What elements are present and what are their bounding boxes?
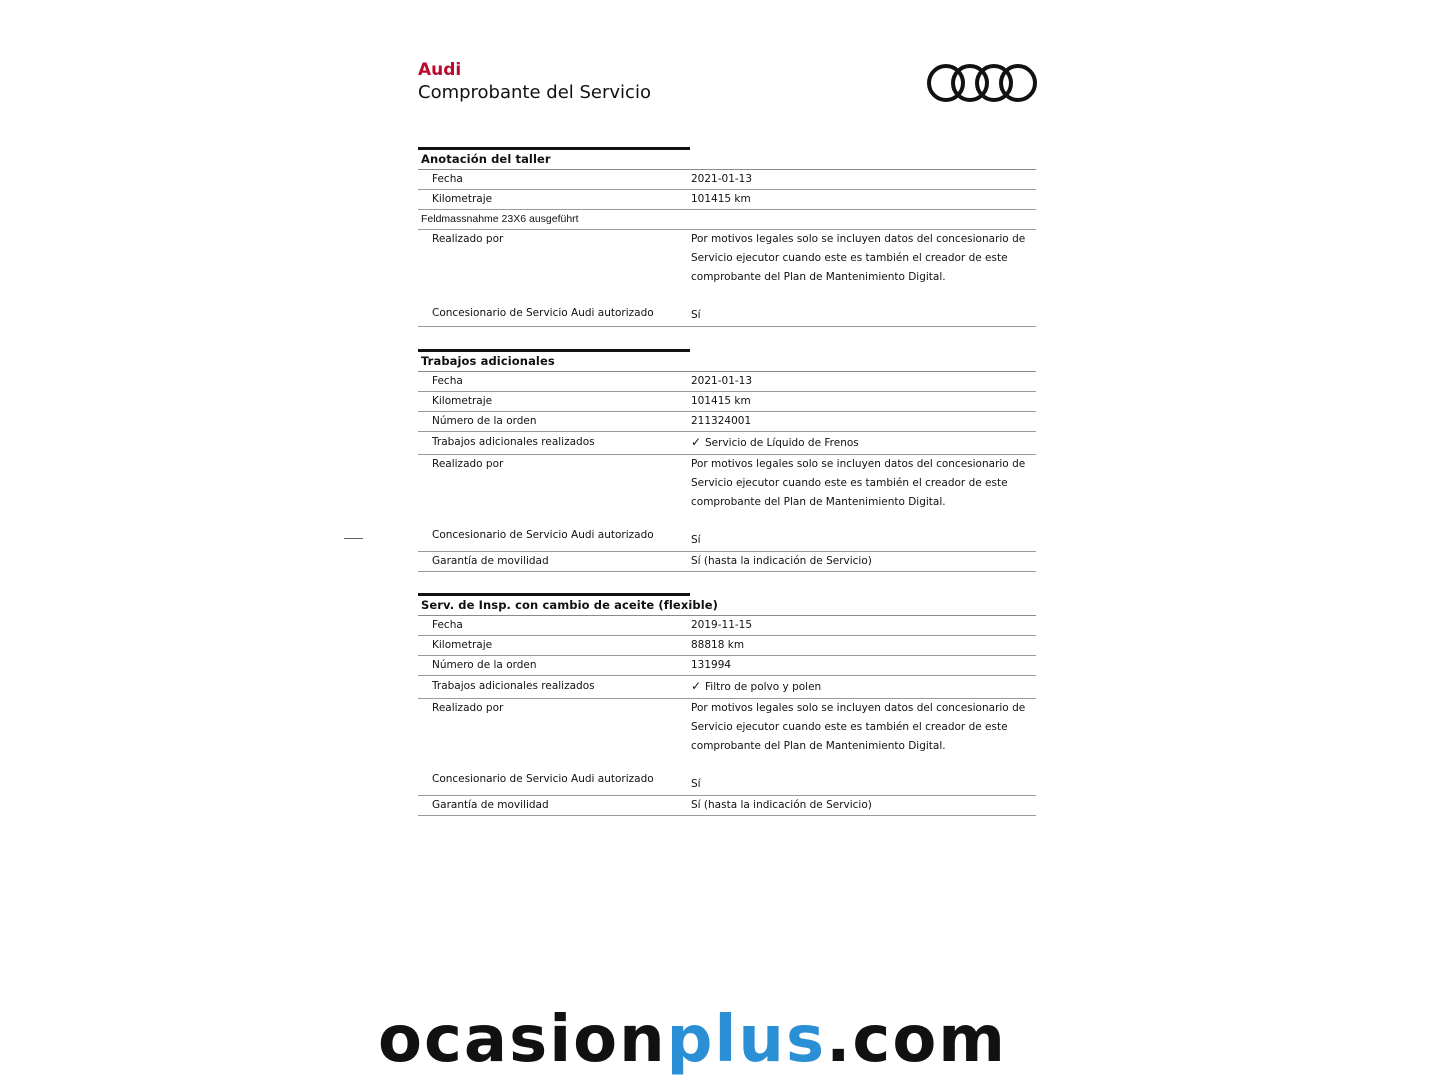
row-label: Concesionario de Servicio Audi autorizado [432, 773, 654, 785]
table-row [418, 552, 1036, 572]
row-label: Fecha [432, 173, 463, 185]
logo-part-plus: plus [666, 1003, 827, 1077]
row-label: Feldmassnahme 23X6 ausgeführt [421, 213, 579, 225]
section-header [418, 349, 1036, 372]
page-title: Comprobante del Servicio [418, 82, 651, 103]
row-label: Número de la orden [432, 659, 537, 671]
table-row [418, 392, 1036, 412]
row-label: Trabajos adicionales realizados [432, 680, 595, 692]
row-value [691, 455, 1036, 551]
row-label: Trabajos adicionales realizados [432, 436, 595, 448]
row-value: 131994 [691, 659, 732, 671]
table-row [418, 372, 1036, 392]
ocasionplus-logo [378, 1003, 1062, 1077]
row-value: Sí (hasta la indicación de Servicio) [691, 799, 872, 811]
section-title: Anotación del taller [421, 152, 551, 166]
row-value: 2021-01-13 [691, 173, 753, 185]
logo-part-com: .com [826, 1003, 1007, 1077]
table-row [418, 170, 1036, 190]
row-label: Realizado por [432, 458, 504, 470]
checkmark-icon: ✓ [691, 435, 702, 449]
row-value [691, 230, 1036, 326]
row-label: Concesionario de Servicio Audi autorizado [432, 307, 654, 319]
section-inspection-oil-change [418, 593, 1036, 816]
table-row [418, 190, 1036, 210]
row-value: 2019-11-15 [691, 619, 753, 631]
section-title: Trabajos adicionales [421, 354, 555, 368]
section-workshop-note [418, 147, 1036, 327]
row-label: Número de la orden [432, 415, 537, 427]
table-row [418, 796, 1036, 816]
value-line: Por motivos legales solo se incluyen datos del concesionario de [691, 233, 1026, 245]
section-header [418, 593, 1036, 616]
table-row [418, 616, 1036, 636]
logo-part-ocasion: ocasion [378, 1003, 667, 1077]
row-label: Fecha [432, 619, 463, 631]
table-row [418, 656, 1036, 676]
value-line: Sí [691, 309, 701, 321]
value-line: Por motivos legales solo se incluyen datos del concesionario de [691, 458, 1026, 470]
section-header [418, 147, 1036, 170]
table-row [418, 210, 1036, 230]
section-title: Serv. de Insp. con cambio de aceite (flexible) [421, 598, 719, 612]
row-value: 88818 km [691, 639, 745, 651]
row-value [691, 699, 1036, 795]
row-label: Kilometraje [432, 193, 493, 205]
row-label: Fecha [432, 375, 463, 387]
row-value: 211324001 [691, 415, 752, 427]
row-label: Realizado por [432, 702, 504, 714]
row-value: 101415 km [691, 193, 751, 205]
row-label: Kilometraje [432, 395, 493, 407]
value-line: comprobante del Plan de Mantenimiento Digital. [691, 271, 946, 283]
work-item: Filtro de polvo y polen [705, 681, 822, 693]
value-line: Por motivos legales solo se incluyen datos del concesionario de [691, 702, 1026, 714]
table-row [418, 412, 1036, 432]
row-value: 2021-01-13 [691, 375, 753, 387]
value-line: Servicio ejecutor cuando este es también el creador de este [691, 721, 1008, 733]
checkmark-icon: ✓ [691, 679, 702, 693]
row-value [691, 432, 1036, 454]
row-value: 101415 km [691, 395, 751, 407]
audi-four-rings-icon [926, 62, 1038, 104]
row-value: Sí (hasta la indicación de Servicio) [691, 555, 872, 567]
row-label: Garantía de movilidad [432, 555, 549, 567]
section-additional-work [418, 349, 1036, 572]
row-label: Realizado por [432, 233, 504, 245]
value-line: Servicio ejecutor cuando este es también el creador de este [691, 477, 1008, 489]
brand-name: Audi [418, 60, 462, 80]
row-label: Concesionario de Servicio Audi autorizado [432, 529, 654, 541]
value-line: comprobante del Plan de Mantenimiento Digital. [691, 496, 946, 508]
value-line: comprobante del Plan de Mantenimiento Digital. [691, 740, 946, 752]
row-label: Garantía de movilidad [432, 799, 549, 811]
value-line: Servicio ejecutor cuando este es también el creador de este [691, 252, 1008, 264]
page-margin-mark [344, 538, 363, 539]
table-row [418, 676, 1036, 699]
value-line: Sí [691, 534, 701, 546]
row-value [691, 676, 1036, 698]
row-label: Kilometraje [432, 639, 493, 651]
table-row [418, 636, 1036, 656]
value-line: Sí [691, 778, 701, 790]
work-item: Servicio de Líquido de Frenos [705, 437, 859, 449]
table-row [418, 432, 1036, 455]
